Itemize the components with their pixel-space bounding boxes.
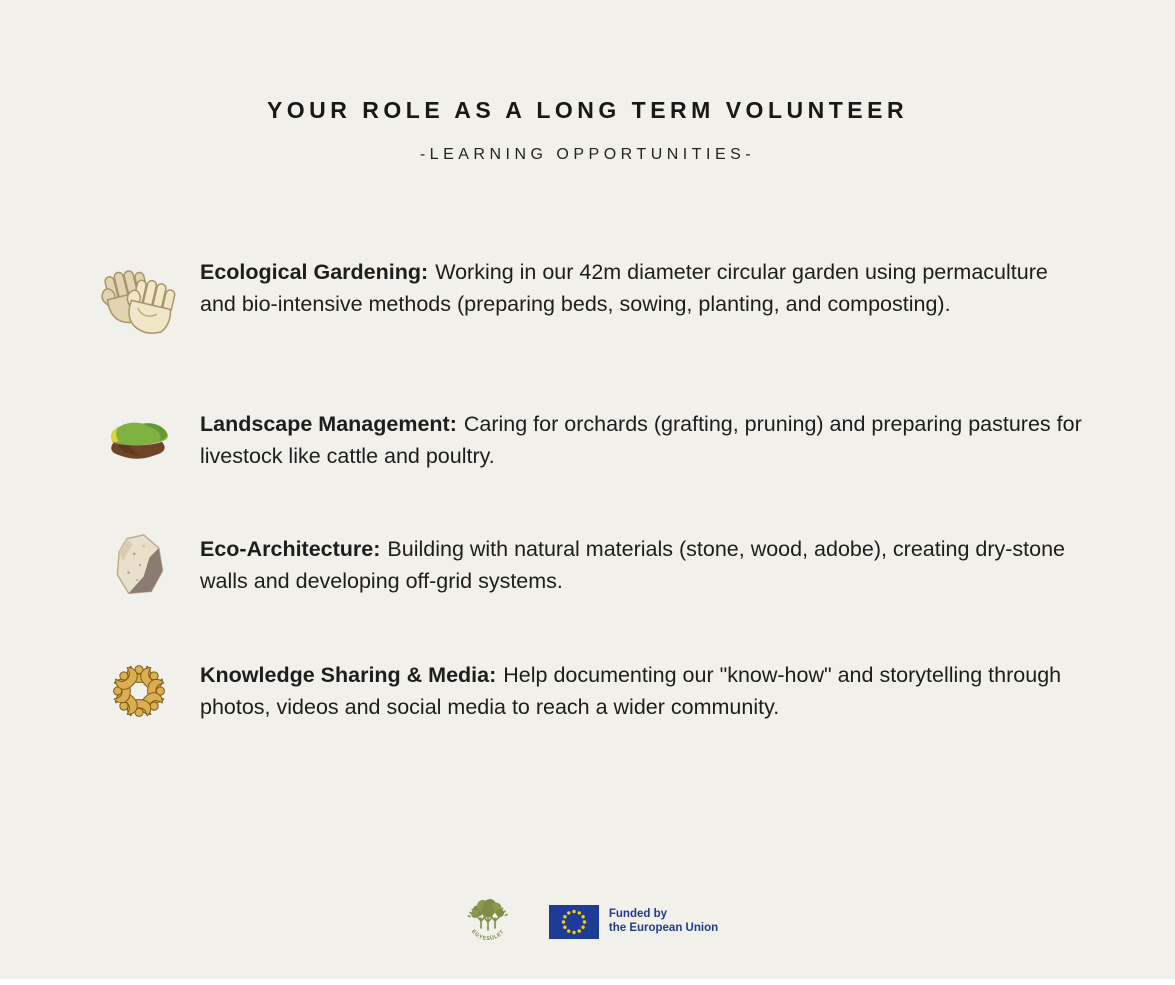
learning-item-knowledge-sharing-media: [78, 659, 1085, 723]
item-label: Landscape Management:: [200, 412, 457, 436]
item-description: Help documenting our "know-how" and storytelling through photos, videos and social media to reach a wider community.: [200, 663, 1062, 719]
eu-funding-lockup: [549, 905, 718, 939]
gardening-gloves-icon: [78, 256, 200, 340]
page-title: YOUR ROLE AS A LONG TERM VOLUNTEER: [266, 97, 909, 123]
item-text: [200, 659, 1085, 723]
stone-icon: [78, 533, 200, 599]
svg-text:EGYESÜLET: [470, 929, 506, 942]
association-logo-bottom-text: EGYESÜLET: [469, 928, 506, 943]
eu-funding-line1: Funded by: [608, 908, 668, 920]
item-description: Caring for orchards (grafting, pruning) and preparing pastures for livestock like cattle and poultry.: [200, 412, 1082, 468]
bottom-white-strip: [0, 979, 1175, 985]
footer: [0, 890, 1175, 957]
item-text: [200, 408, 1085, 472]
eu-funding-line2: the European Union: [608, 921, 719, 934]
terrain-icon: [78, 408, 200, 464]
eu-funding-text: [609, 905, 718, 935]
page-subtitle: -LEARNING OPPORTUNITIES-: [419, 146, 756, 163]
item-description: Working in our 42m diameter circular garden using permaculture and bio-intensive methods (preparing beds, sowing, planting, and composting).: [200, 260, 1048, 316]
item-label: Eco-Architecture:: [200, 537, 381, 561]
item-description: Building with natural materials (stone, wood, adobe), creating dry-stone walls and developing off-grid systems.: [200, 537, 1066, 593]
eu-flag-icon: [549, 905, 599, 939]
community-wreath-icon: [78, 659, 200, 723]
item-text: [200, 533, 1085, 597]
learning-item-ecological-gardening: [78, 256, 1085, 340]
tree-association-logo: [457, 890, 519, 957]
learning-item-landscape-management: [78, 408, 1085, 472]
learning-item-eco-architecture: [78, 533, 1085, 599]
item-label: Ecological Gardening:: [200, 260, 429, 284]
item-label: Knowledge Sharing & Media:: [200, 663, 497, 687]
item-text: [200, 256, 1085, 320]
